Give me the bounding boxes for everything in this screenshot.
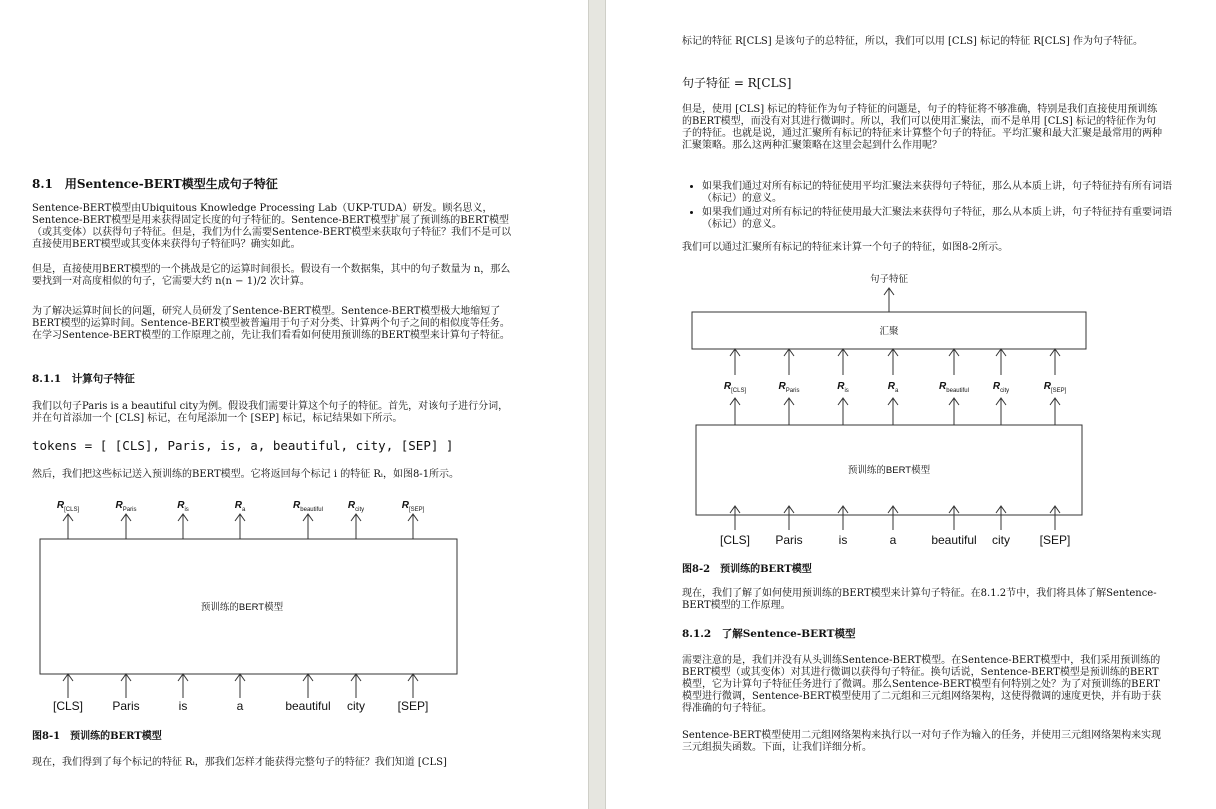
paragraph: 现在，我们得到了每个标记的特征 Rᵢ，那我们怎样才能获得完整句子的特征？我们知道 [CLS] [32, 757, 447, 768]
bert-box-label: 预训练的BERT模型 [200, 602, 284, 613]
paragraph: 但是，直接使用BERT模型的一个挑战是它的运算时间很长。假设有一个数据集，其中的句子数量为 n，那么要找到一对高度相似的句子，它需要大约 n(n − 1)/2 次计算。 [32, 264, 511, 287]
code-line: tokens = [ [CLS], Paris, is, a, beautiful, city, [SEP] ] [32, 438, 454, 453]
token-label: Paris [775, 533, 803, 547]
bullet-item: • 如果我们通过对所有标记的特征使用平均汇聚法来获得句子特征，那么从本质上讲，句子特征持有所有词语（标记）的意义。 [702, 181, 1180, 205]
section-heading: 8.1 用Sentence-BERT模型生成句子特征 [32, 177, 278, 191]
token-label: [SEP] [1039, 533, 1071, 547]
token-label: is [838, 533, 848, 547]
paragraph: Sentence-BERT模型由Ubiquitous Knowledge Processing Lab（UKP-TUDA）研发。顾名思义，Sentence-BERT模型是用来获得固定长度的句子特征的。Sentence-BERT模型扩展了预训练的BERT模型（或其变体）以获得句子特征。但是，我们为什么需要Sentence-BERT模型来获取句子特征？我们不是可以直接使用BERT模型或其变体来获得句子特征吗？确实如此。 [32, 203, 512, 250]
output-label: $R_a$ [234, 500, 246, 513]
output-label: $R_{beautiful}$ [939, 381, 969, 394]
token-label: [SEP] [397, 699, 429, 713]
token-label: beautiful [931, 533, 977, 547]
token-label: city [992, 533, 1010, 547]
output-label: $R_a$ [887, 381, 899, 394]
token-label: city [347, 699, 365, 713]
left-page [0, 0, 588, 809]
subsection-heading: 8.1.1 计算句子特征 [32, 373, 135, 385]
figure-caption: 图8-1 预训练的BERT模型 [32, 731, 162, 742]
bert-box-label: 预训练的BERT模型 [847, 465, 931, 476]
subsection-heading: 8.1.2 了解Sentence-BERT模型 [682, 628, 856, 640]
token-label: Paris [112, 699, 140, 713]
token-label: beautiful [285, 699, 331, 713]
token-label: a [236, 699, 244, 713]
paragraph: 现在，我们了解了如何使用预训练的BERT模型来计算句子特征。在8.1.2节中，我们将具体了解Sentence-BERT模型的工作原理。 [682, 588, 1157, 611]
token-label: [CLS] [52, 699, 84, 713]
right-page [606, 0, 1216, 809]
paragraph: 我们以句子Paris is a beautiful city为例。假设我们需要计算这个句子的特征。首先，对该句子进行分词，并在句首添加一个 [CLS] 标记，在句尾添加一个 [SEP] 标记，标记结果如下所示。 [32, 401, 509, 424]
paragraph: 然后，我们把这些标记送入预训练的BERT模型。它将返回每个标记 i 的特征 Rᵢ，如图8-1所示。 [32, 469, 460, 480]
paragraph: 为了解决运算时间长的问题，研究人员研发了Sentence-BERT模型。Sentence-BERT模型极大地缩短了BERT模型的运算时间。Sentence-BERT模型被普遍用于句子对分类、计算两个句子之间的相似度等任务。在学习Sentence-BERT模型的工作原理之前，先让我们看看如何使用预训练的BERT模型来计算句子特征。 [32, 306, 510, 341]
sentence-feature-label: 句子特征 [869, 274, 909, 285]
bullet-item: • 如果我们通过对所有标记的特征使用最大汇聚法来获得句子特征，那么从本质上讲，句子特征持有重要词语（标记）的意义。 [702, 207, 1180, 231]
output-label: $R_{[SEP]}$ [1043, 381, 1067, 394]
output-label: $R_{Paris}$ [778, 381, 800, 394]
pooling-box-label: 汇聚 [879, 326, 899, 337]
output-label: $R_{is}$ [837, 381, 849, 394]
output-label: $R_{is}$ [177, 500, 189, 513]
paragraph: Sentence-BERT模型使用二元组网络架构来执行以一对句子作为输入的任务，并使用三元组网络架构来实现三元组损失函数。下面，让我们详细分析。 [682, 730, 1162, 753]
output-label: $R_{beautiful}$ [293, 500, 323, 513]
paragraph: 我们可以通过汇聚所有标记的特征来计算一个句子的特征，如图8-2所示。 [682, 242, 1009, 253]
token-label: a [889, 533, 897, 547]
page-gutter [588, 0, 606, 809]
token-label: [CLS] [719, 533, 751, 547]
figure-8-1 [30, 492, 470, 722]
paragraph: 但是，使用 [CLS] 标记的特征作为句子特征的问题是，句子的特征将不够准确，特别是我们直接使用预训练的BERT模型，而没有对其进行微调时。所以，我们可以使用汇聚法，而不是单用 [CLS] 标记的特征作为句子的特征。也就是说，通过汇聚所有标记的特征来计算整个句子的特征。平均汇聚和最大汇聚是最常用的两种汇聚策略。那么这两种汇聚策略在这里会起到什么作用呢？ [682, 104, 1162, 151]
figure-caption: 图8-2 预训练的BERT模型 [682, 564, 812, 575]
output-label: $R_{city}$ [992, 381, 1010, 394]
paragraph: 需要注意的是，我们并没有从头训练Sentence-BERT模型。在Sentence-BERT模型中，我们采用预训练的BERT模型（或其变体）对其进行微调以获得句子特征。换句话说，Sentence-BERT模型是预训练的BERT模型，它为计算句子特征任务进行了微调。那么Sentence-BERT模型有何特别之处？为了对预训练的BERT模型进行微调，Sentence-BERT模型使用了二元组和三元组网络架构，这使得微调的速度更快，并有助于获得准确的句子特征。 [682, 655, 1162, 714]
figure-8-2 [684, 266, 1094, 556]
output-label: $R_{[CLS]}$ [723, 381, 747, 394]
paragraph: 标记的特征 R[CLS] 是该句子的总特征，所以，我们可以用 [CLS] 标记的特征 R[CLS] 作为句子特征。 [682, 36, 1143, 47]
equation: 句子特征 = R[CLS] [682, 76, 792, 90]
bullet-list [684, 181, 1180, 233]
output-label: $R_{[CLS]}$ [56, 500, 80, 513]
token-label: is [178, 699, 188, 713]
output-label: $R_{[SEP]}$ [401, 500, 425, 513]
output-label: $R_{Paris}$ [115, 500, 137, 513]
output-label: $R_{city}$ [347, 500, 365, 513]
